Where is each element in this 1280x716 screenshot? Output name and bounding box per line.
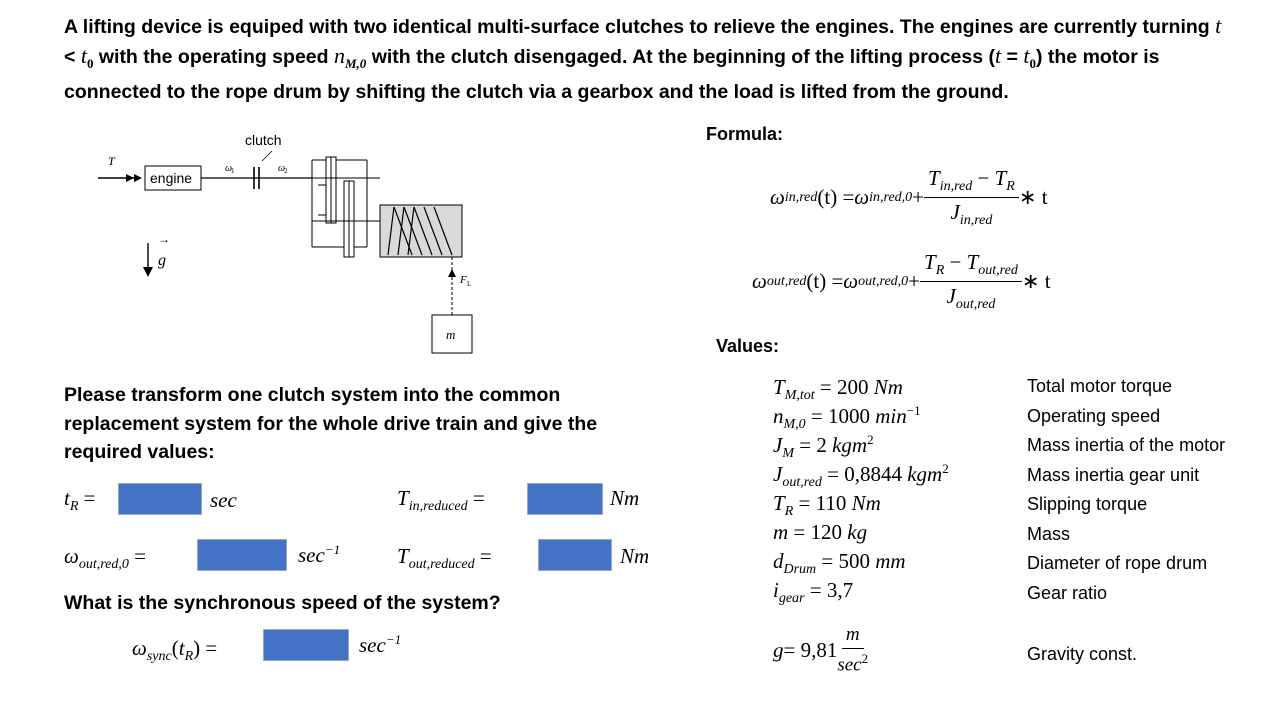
gearbox (312, 157, 380, 257)
value-mass: m = 120 kg (773, 520, 868, 544)
T-out-reduced-input[interactable] (538, 539, 612, 571)
value-torque: $T_{M,tot} = 200$ Nm (773, 375, 903, 404)
svg-text:ω: ω (278, 163, 286, 174)
svg-text:→: → (158, 232, 170, 246)
value-slip-torque: $T_R = 110$ Nm (773, 491, 881, 520)
T-in-reduced-input[interactable] (527, 483, 603, 515)
formula-omega-in: ω in,red (t) = ω in,red,0 + $\frac{T_{in,red} - T_R}{J_{in,red}}$ ∗ t (770, 166, 1048, 229)
value-speed: $n_{M,0} = 1000$ $\min^{-1}$ (773, 403, 921, 433)
unit-tR: sec (210, 488, 237, 512)
omega-out-red-input[interactable] (197, 539, 287, 571)
desc-gear-inertia: Mass inertia gear unit (1027, 464, 1200, 485)
tR-input[interactable] (118, 483, 202, 515)
label-omega-sync: $\omega_{sync}(t_R)$ = (132, 636, 218, 665)
values-descriptions (1027, 376, 1225, 612)
svg-text:ω: ω (225, 163, 233, 174)
unit-omega-out: $\sec^{-1}$ (298, 542, 341, 567)
desc-motor-inertia: Mass inertia of the motor (1027, 435, 1226, 455)
svg-text:1: 1 (231, 167, 235, 175)
task-instructions: Please transform one clutch system into the common replacement system for the whole drive train and give the required values: (64, 384, 598, 463)
torque-arrow-icon (134, 174, 142, 182)
formula-omega-out: ω out,red (t) = ω out,red,0 + $\frac{T_R - T_{out,red}}{J_{out,red}}$ ∗ t (752, 250, 1051, 313)
unit-T-out: Nm (620, 544, 650, 568)
value-motor-inertia: $J_M = 2$ kgm$^2$ (773, 432, 874, 462)
value-gravity: g = 9,81 $\frac{m}{\sec^2}$ (773, 624, 869, 676)
engine-label: engine (150, 170, 193, 186)
torque-label: T (108, 154, 115, 168)
label-omega-out-red: $\omega_{out,red,0}$ = (64, 544, 146, 573)
drive-train-diagram (90, 125, 490, 365)
value-gear-ratio: $i_{gear} = 3,7$ (773, 578, 854, 607)
value-gear-inertia: $J_{out,red} = 0,8844$ kgm$^2$ (773, 461, 949, 491)
synchronous-speed-question: What is the synchronous speed of the system? (64, 592, 501, 614)
label-T-out-reduced: $T_{out,reduced}$ = (397, 544, 492, 573)
omega-sync-input[interactable] (263, 629, 349, 661)
desc-gravity: Gravity const. (1027, 644, 1138, 664)
desc-slip-torque: Slipping torque (1027, 494, 1148, 514)
gravity-label: g (158, 252, 166, 269)
problem-statement: A lifting device is equiped with two identical multi-surface clutches to relieve the engines. The engines are currently turning $t < t_0$ with the operating speed $n_{M,0}$ with the clutch disengaged. At the beginning of the lifting process $(t = t_0)$ the motor is connected to the rope drum by shifting the clutch via a gearbox and the load is lifted from the ground. (64, 13, 1222, 103)
formula-heading: Formula: (706, 124, 784, 144)
clutch-label: clutch (245, 132, 282, 148)
desc-speed: Operating speed (1027, 405, 1161, 426)
label-T-in-reduced: $T_{in,reduced}$ = (397, 486, 485, 515)
mass-label: m (446, 327, 456, 342)
svg-text:2: 2 (284, 167, 288, 175)
force-label: F (460, 274, 467, 286)
desc-drum-diameter: Diameter of rope drum (1027, 553, 1208, 573)
desc-mass: Mass (1027, 523, 1071, 544)
unit-T-in: Nm (610, 486, 640, 510)
value-drum-diameter: $d_{Drum} = 500$ mm (773, 549, 906, 578)
gravity-arrow-icon (143, 267, 153, 277)
values-list (773, 374, 949, 606)
desc-torque: Total motor torque (1027, 376, 1173, 396)
svg-text:L: L (467, 280, 472, 288)
force-arrow-icon (448, 269, 456, 277)
desc-gear-ratio: Gear ratio (1027, 582, 1108, 603)
unit-omega-sync: $\sec^{-1}$ (359, 632, 402, 657)
values-heading: Values: (716, 336, 780, 356)
label-tR: $t_R$ = (64, 486, 96, 515)
